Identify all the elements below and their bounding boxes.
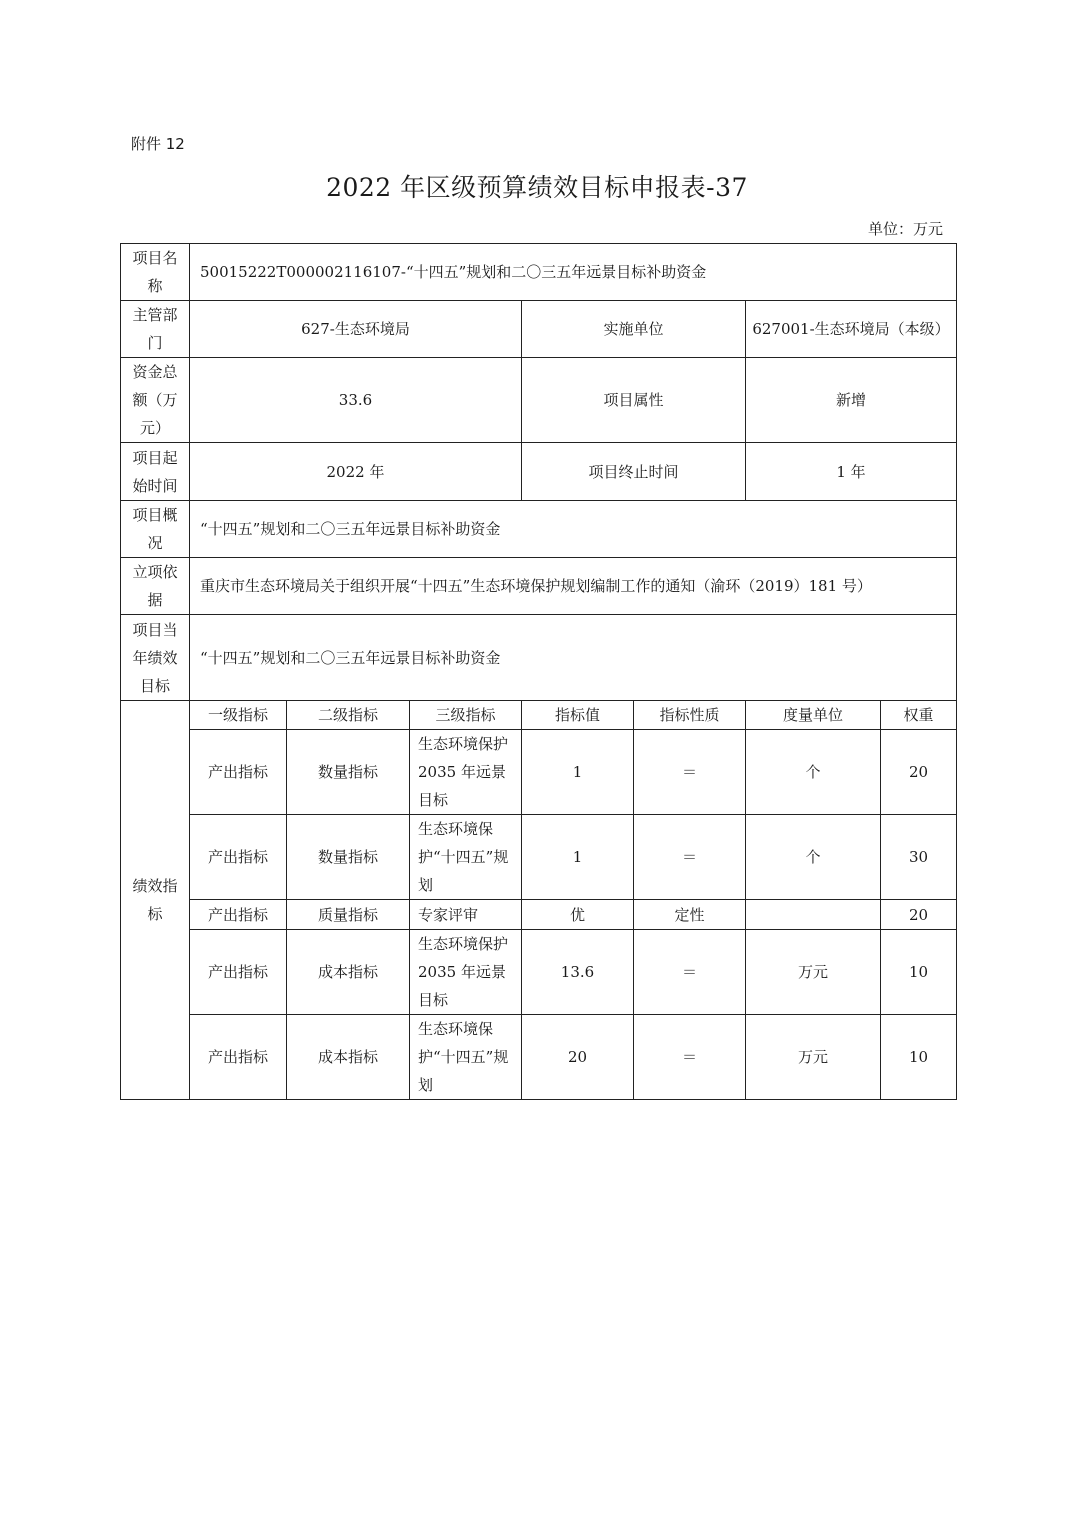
fund-total-label: 资金总额（万元） bbox=[121, 358, 190, 443]
level1-cell: 产出指标 bbox=[190, 900, 287, 930]
unit-cell: 个 bbox=[746, 730, 881, 815]
dept-label: 主管部门 bbox=[121, 301, 190, 358]
project-attr-value: 新增 bbox=[746, 358, 957, 443]
dept-value: 627-生态环境局 bbox=[190, 301, 522, 358]
fund-total-value: 33.6 bbox=[190, 358, 522, 443]
unit-cell: 个 bbox=[746, 815, 881, 900]
attachment-label: 附件 12 bbox=[131, 135, 185, 153]
indicator-row bbox=[121, 900, 957, 930]
project-attr-label: 项目属性 bbox=[522, 358, 746, 443]
weight-cell: 30 bbox=[881, 815, 957, 900]
nature-cell: ＝ bbox=[634, 930, 746, 1015]
overview-value: “十四五”规划和二〇三五年远景目标补助资金 bbox=[190, 501, 957, 558]
overview-label: 项目概况 bbox=[121, 501, 190, 558]
impl-unit-value: 627001-生态环境局（本级） bbox=[746, 301, 957, 358]
indicator-row bbox=[121, 730, 957, 815]
end-time-label: 项目终止时间 bbox=[522, 443, 746, 501]
level2-cell: 成本指标 bbox=[287, 930, 410, 1015]
indicator-header: 一级指标 bbox=[190, 701, 287, 730]
indicator-header: 指标值 bbox=[522, 701, 634, 730]
basis-label: 立项依据 bbox=[121, 558, 190, 615]
level1-cell: 产出指标 bbox=[190, 930, 287, 1015]
value-cell: 1 bbox=[522, 730, 634, 815]
weight-cell: 10 bbox=[881, 930, 957, 1015]
nature-cell: 定性 bbox=[634, 900, 746, 930]
start-time-value: 2022 年 bbox=[190, 443, 522, 501]
nature-cell: ＝ bbox=[634, 730, 746, 815]
indicator-header: 二级指标 bbox=[287, 701, 410, 730]
page-title: 2022 年区级预算绩效目标申报表-37 bbox=[326, 173, 748, 202]
basis-value: 重庆市生态环境局关于组织开展“十四五”生态环境保护规划编制工作的通知（渝环（2019）181 号） bbox=[190, 558, 957, 615]
level3-cell: 生态环境保护 2035 年远景目标 bbox=[410, 730, 522, 815]
unit-cell: 万元 bbox=[746, 930, 881, 1015]
indicator-header: 度量单位 bbox=[746, 701, 881, 730]
unit-cell bbox=[746, 900, 881, 930]
indicator-row bbox=[121, 930, 957, 1015]
level1-cell: 产出指标 bbox=[190, 1015, 287, 1100]
indicator-row bbox=[121, 815, 957, 900]
level3-cell: 生态环境保护“十四五”规划 bbox=[410, 815, 522, 900]
project-name-value: 50015222T000002116107-“十四五”规划和二〇三五年远景目标补助资金 bbox=[190, 244, 957, 301]
level1-cell: 产出指标 bbox=[190, 815, 287, 900]
value-cell: 13.6 bbox=[522, 930, 634, 1015]
weight-cell: 20 bbox=[881, 730, 957, 815]
level3-cell: 生态环境保护 2035 年远景目标 bbox=[410, 930, 522, 1015]
indicator-header: 三级指标 bbox=[410, 701, 522, 730]
value-cell: 优 bbox=[522, 900, 634, 930]
goal-value: “十四五”规划和二〇三五年远景目标补助资金 bbox=[190, 615, 957, 701]
impl-unit-label: 实施单位 bbox=[522, 301, 746, 358]
level3-cell: 生态环境保护“十四五”规划 bbox=[410, 1015, 522, 1100]
level3-cell: 专家评审 bbox=[410, 900, 522, 930]
level2-cell: 成本指标 bbox=[287, 1015, 410, 1100]
goal-label: 项目当年绩效目标 bbox=[121, 615, 190, 701]
weight-cell: 20 bbox=[881, 900, 957, 930]
indicator-row bbox=[121, 1015, 957, 1100]
level2-cell: 质量指标 bbox=[287, 900, 410, 930]
nature-cell: ＝ bbox=[634, 815, 746, 900]
value-cell: 1 bbox=[522, 815, 634, 900]
start-time-label: 项目起始时间 bbox=[121, 443, 190, 501]
value-cell: 20 bbox=[522, 1015, 634, 1100]
indicator-header: 权重 bbox=[881, 701, 957, 730]
nature-cell: ＝ bbox=[634, 1015, 746, 1100]
level2-cell: 数量指标 bbox=[287, 730, 410, 815]
unit-label: 单位：万元 bbox=[867, 220, 943, 238]
level1-cell: 产出指标 bbox=[190, 730, 287, 815]
indicators-section-label: 绩效指标 bbox=[121, 701, 190, 1100]
weight-cell: 10 bbox=[881, 1015, 957, 1100]
indicator-header: 指标性质 bbox=[634, 701, 746, 730]
end-time-value: 1 年 bbox=[746, 443, 957, 501]
budget-table bbox=[120, 243, 957, 1100]
project-name-label: 项目名称 bbox=[121, 244, 190, 301]
level2-cell: 数量指标 bbox=[287, 815, 410, 900]
unit-cell: 万元 bbox=[746, 1015, 881, 1100]
